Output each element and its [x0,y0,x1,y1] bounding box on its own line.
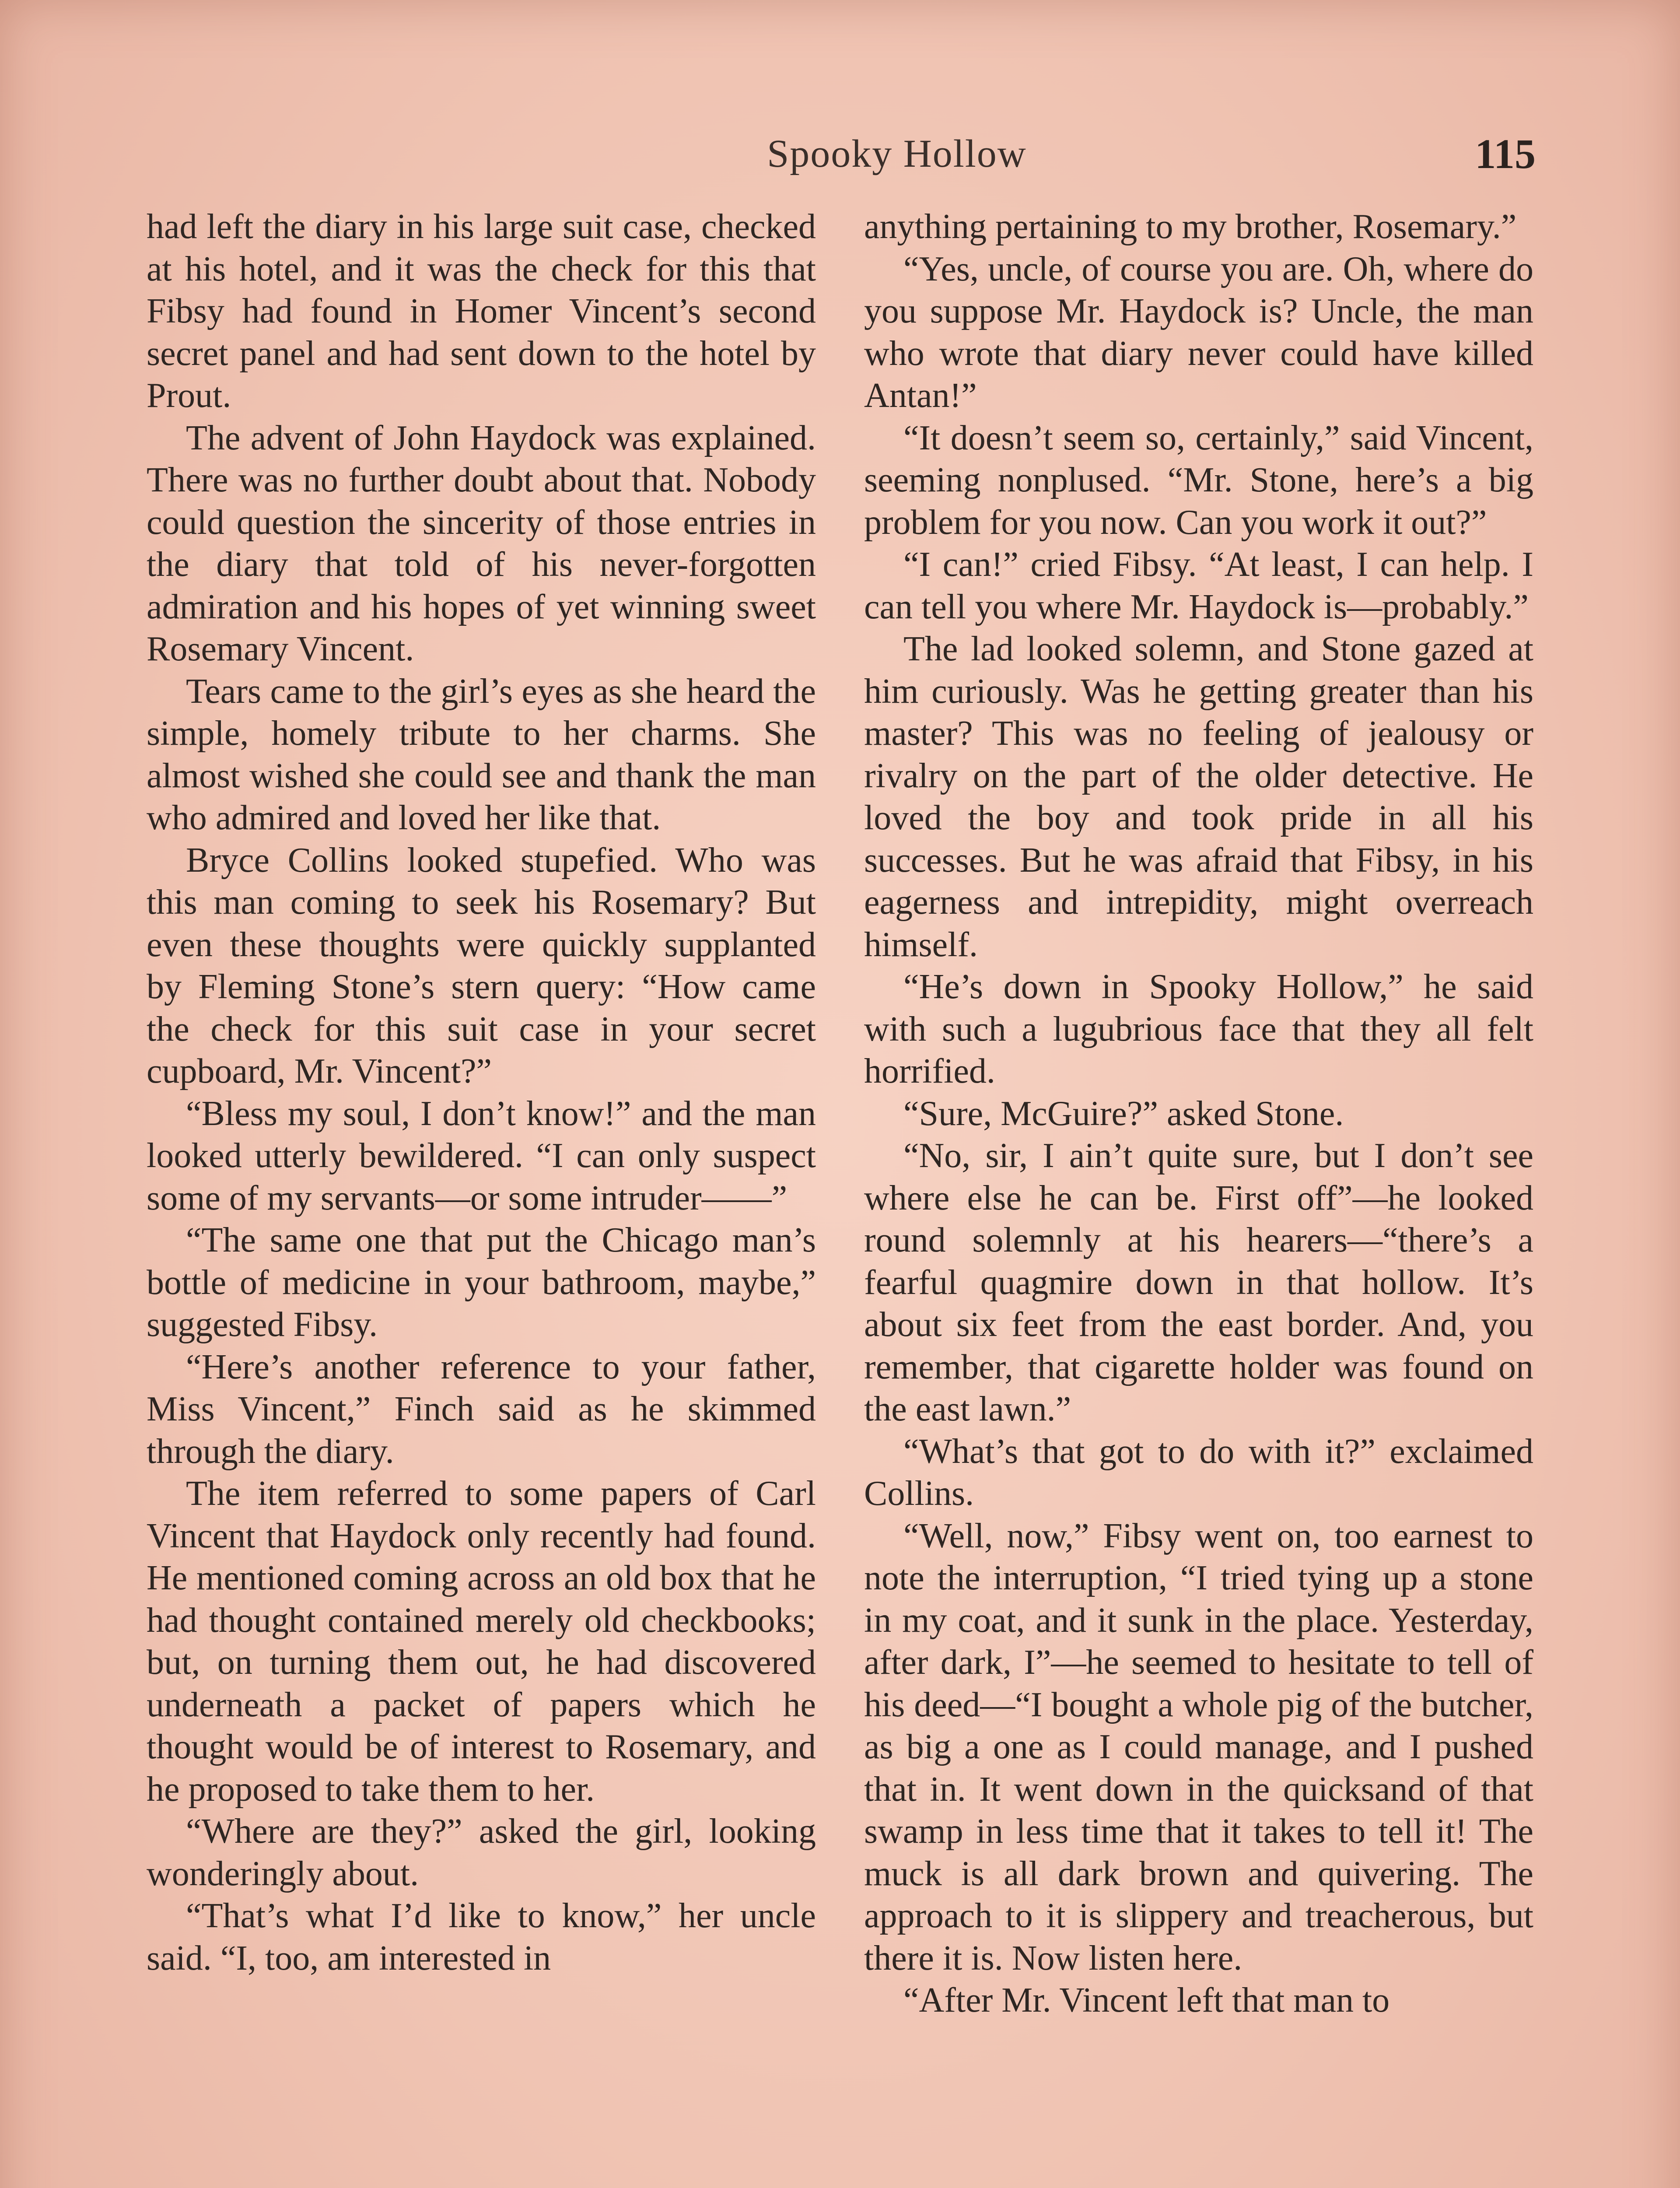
paragraph: “Sure, McGuire?” asked Stone. [903,1094,1344,1133]
paragraph: “Where are they?” asked the girl, looking wonderingly about. [147,1812,816,1893]
paragraph: “That’s what I’d like to know,” her uncle said. “I, too, am interested in [147,1897,816,1978]
page-header [0,131,1680,188]
paragraph: anything pertaining to my brother, Rosemary.” [864,207,1517,246]
paragraph: “After Mr. Vincent left that man to [903,1981,1390,2020]
paragraph: “Here’s another reference to your father, Miss Vincent,” Finch said as he skimmed through the diary. [147,1347,816,1471]
paragraph: “The same one that put the Chicago man’s bottle of medicine in your bathroom, maybe,” suggested Fibsy. [147,1221,816,1344]
paragraph: The lad looked solemn, and Stone gazed at him curiously. Was he getting greater than his master? This was no feeling of jealousy or rivalry on the part of the older detective. He loved the boy and took pride in all his successes. But he was afraid that Fibsy, in his eagerness and intrepidity, might overreach himself. [864,630,1533,964]
paragraph: Tears came to the girl’s eyes as she heard the simple, homely tribute to her charms. She almost wished she could see and thank the man who admired and loved her like that. [147,672,816,837]
paragraph: “It doesn’t seem so, certainly,” said Vincent, seeming nonplused. “Mr. Stone, here’s a big problem for you now. Can you work it out?” [864,418,1533,542]
paragraph: The advent of John Haydock was explained. There was no further doubt about that. Nobody could question the sincerity of those entries in the diary that told of his never-forgotten admiration and his hopes of yet winning sweet Rosemary Vincent. [147,418,816,668]
page-number: 115 [1475,130,1536,177]
paragraph: Bryce Collins looked stupefied. Who was this man coming to seek his Rosemary? But even these thoughts were quickly supplanted by Fleming Stone’s stern query: “How came the check for this suit case in your secret cupboard, Mr. Vincent?” [147,841,816,1090]
right-text-column [864,206,1533,2188]
paragraph: “No, sir, I ain’t quite sure, but I don’t see where else he can be. First off”—he looked round solemnly at his hearers—“there’s a fearful quagmire down in that hollow. It’s about six feet from the east border. And, you remember, that cigarette holder was found on the east lawn.” [864,1136,1533,1428]
paragraph: “He’s down in Spooky Hollow,” he said with such a lugubrious face that they all felt horrified. [864,968,1533,1090]
paragraph: “Bless my soul, I don’t know!” and the man looked utterly bewildered. “I can only suspect some of my servants—or some intruder——” [147,1094,816,1217]
paragraph: “Well, now,” Fibsy went on, too earnest to note the interruption, “I tried tying up a stone in my coat, and it sunk in the place. Yesterday, after dark, I”—he seemed to hesitate to tell of his deed—“I bought a whole pig of the butcher, as big a one as I could manage, and I pushed that in. It went down in the quicksand of that swamp in less time that it takes to tell it! The muck is all dark brown and quivering. The approach to it is slippery and treacherous, but there it is. Now listen here. [864,1516,1533,1978]
paragraph: “Yes, uncle, of course you are. Oh, where do you suppose Mr. Haydock is? Uncle, the man who wrote that diary never could have killed Antan!” [864,249,1533,415]
paragraph: The item referred to some papers of Carl Vincent that Haydock only recently had found. He mentioned coming across an old box that he had thought contained merely old checkbooks; but, on turning them out, he had discovered underneath a packet of papers which he thought would be of interest to Rosemary, and he proposed to take them to her. [147,1474,816,1809]
paragraph: “What’s that got to do with it?” exclaimed Collins. [864,1432,1533,1513]
running-title: Spooky Hollow [767,132,1027,175]
paragraph: had left the diary in his large suit case, checked at his hotel, and it was the check for this that Fibsy had found in Homer Vincent’s second secret panel and had sent down to the hotel by Prout. [147,207,816,415]
paragraph: “I can!” cried Fibsy. “At least, I can help. I can tell you where Mr. Haydock is—probably.” [864,545,1533,626]
left-text-column [147,206,816,2188]
